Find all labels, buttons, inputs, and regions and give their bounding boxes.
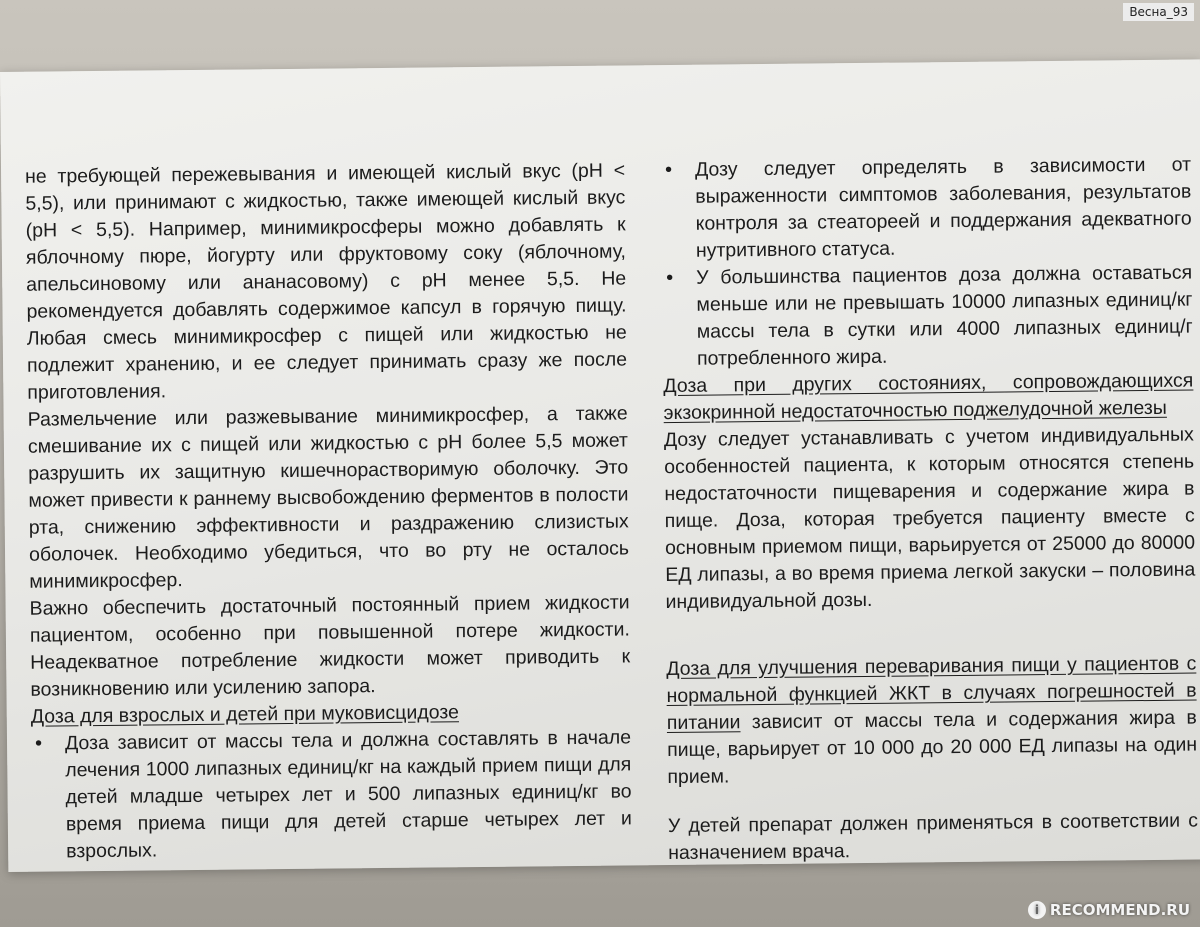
heading-digestion-dose: Доза для улучшения переваривания пищи у пациентов с нормальной функцией ЖКТ в случаях погрешностей в питании bbox=[666, 652, 1197, 735]
right-column bbox=[661, 152, 1198, 868]
right-paragraph-3: У детей препарат должен применяться в соответствии с назначением врача. bbox=[667, 809, 1199, 865]
leaflet-page bbox=[0, 59, 1200, 872]
bullet-marker: • bbox=[666, 266, 674, 290]
bullet-text: У большинства пациентов доза должна оставаться меньше или не превышать 10000 липазных единиц/кг массы тела в сутки или 4000 липазных единиц/г потребленного жира. bbox=[696, 261, 1193, 370]
bullet-marker: • bbox=[664, 158, 673, 182]
bullet-text: Дозу следует определять в зависимости от выраженности симптомов заболевания, результатов контроля за стеатореей и поддержания адекватного нутритивного статуса. bbox=[694, 153, 1192, 262]
section-gap bbox=[666, 611, 1196, 657]
watermark-text: RECOMMEND.RU bbox=[1049, 900, 1190, 919]
right-bullet-list bbox=[661, 152, 1193, 374]
list-item bbox=[662, 260, 1193, 374]
bullet-marker: • bbox=[34, 732, 43, 755]
heading-cystic-fibrosis-dose: Доза для взрослых и детей при муковисцидозе bbox=[30, 701, 460, 728]
list-item bbox=[31, 724, 632, 865]
left-paragraph-3: Важно обеспечить достаточный постоянный прием жидкости пациентом, особенно при повышенной потере жидкости. Неадекватное потребление жидкости может приводить к возникновению или усилению запора. bbox=[29, 591, 631, 701]
right-paragraph-1: Дозу следует устанавливать с учетом индивидуальных особенностей пациента, к которым относятся степень недостаточности пищеварения и содержание жира в пище. Доза, которая требуется пациенту вместе с основным приемом пищи, варьируется от 25000 до 80000 ЕД липазы, а во время приема легкой закуски – половина индивидуальной дозы. bbox=[663, 423, 1196, 614]
heading-other-conditions-dose: Доза при других состояниях, сопровождающихся экзокринной недостаточностью поджелудочной железы bbox=[663, 369, 1194, 425]
user-tag: Весна_93 bbox=[1123, 3, 1194, 21]
left-column bbox=[25, 157, 632, 865]
bullet-text: Доза зависит от массы тела и должна составлять в начале лечения 1000 липазных единиц/кг на каждый прием пищи для детей младше четырех лет и 500 липазных единиц/кг во время приема пищи для детей старше четырех лет и взрослых. bbox=[64, 726, 632, 863]
right-paragraph-2 bbox=[666, 651, 1197, 792]
left-bullet-list bbox=[31, 724, 632, 865]
site-watermark bbox=[1028, 901, 1190, 920]
left-paragraph-1: не требующей пережевывания и имеющей кислый вкус (pH < 5,5), или принимают с жидкостью, также имеющей кислый вкус (pH < 5,5). Например, минимикросферы можно добавлять к яблочному пюре, йогурту или фруктовому соку (яблочному, апельсиновому или ананасовому) с pH менее 5,5. Не рекомендуется добавлять содержимое капсул в горячую пищу. Любая смесь минимикросфер с пищей или жидкостью не подлежит хранению, и ее следует принимать сразу же после приготовления. bbox=[24, 159, 628, 404]
list-item bbox=[661, 152, 1192, 266]
left-paragraph-2: Размельчение или разжевывание минимикросфер, а также смешивание их с пищей или жидкостью с pH более 5,5 может разрушить их защитную кишечнорастворимую оболочку. Это может привести к раннему высвобождению ферментов в полости рта, снижению эффективности и раздражению слизистых оболочек. Необходимо убедиться, что во рту не осталось минимикросфер. bbox=[27, 402, 630, 593]
right-paragraph-2-text: зависит от массы тела и содержания жира в пище, варьирует от 10 000 до 20 000 ЕД липазы на один прием. bbox=[667, 706, 1198, 789]
watermark-logo-icon: i bbox=[1028, 901, 1046, 919]
